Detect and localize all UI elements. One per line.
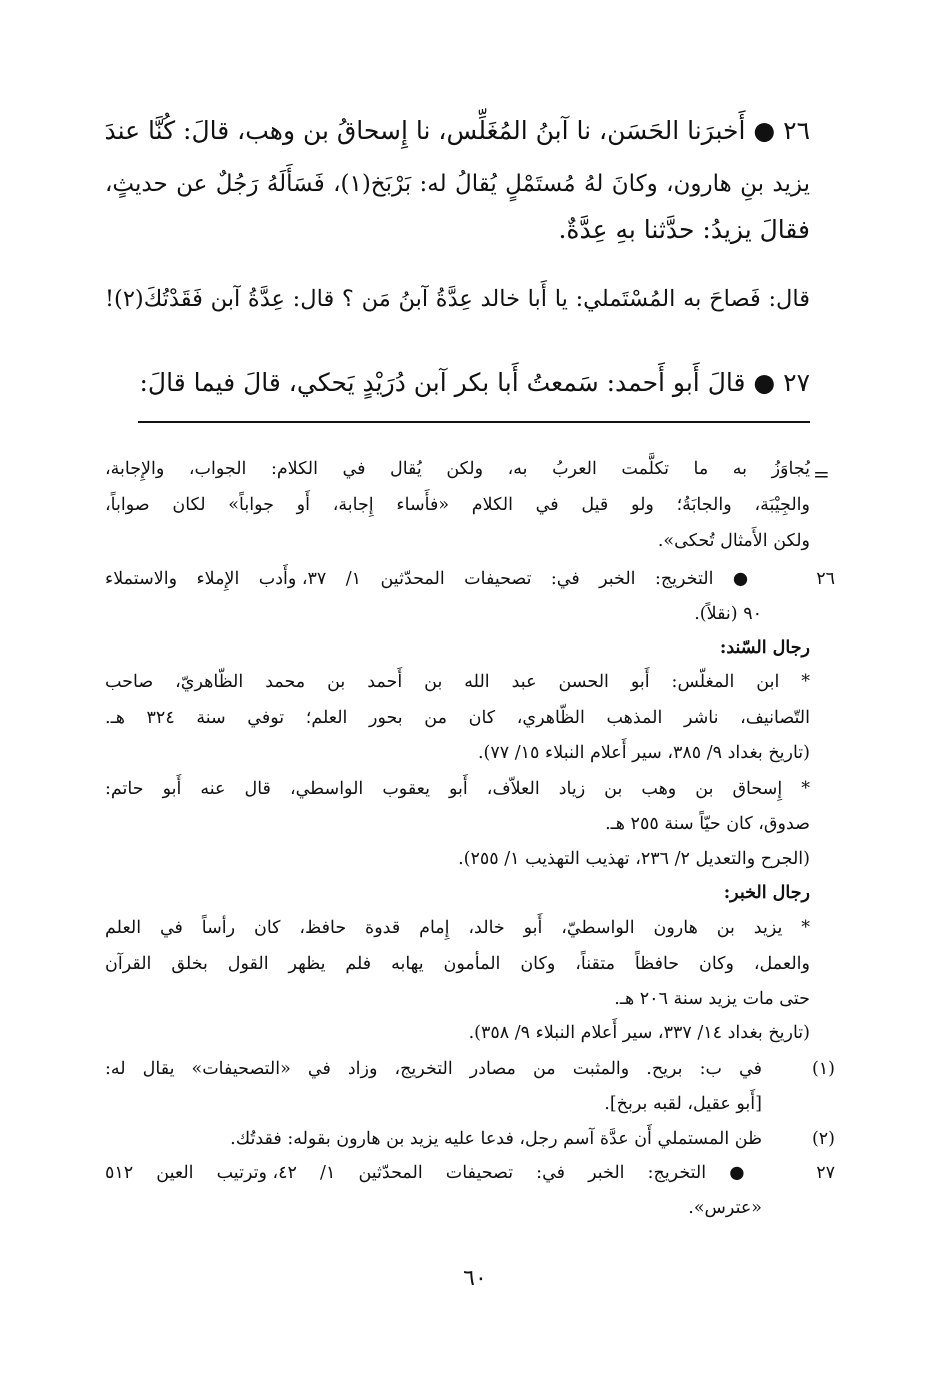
footnote-heading: رجال السّند: [719,638,810,658]
footnote-line: «عترس». [688,1198,762,1218]
footnote-line: التّصانيف، ناشر المذهب الظّاهري، كان من بحور العلم؛ توفي سنة ٣٢٤ هـ. [105,708,810,728]
footnote-line: * ابن المغلّس: أَبو الحسن عبد الله بن أَحمد بن محمد الظّاهريّ، صاحب [105,672,810,692]
footnote-number: ٢٦ [816,569,835,589]
main-text-line-1: ٢٦ ● أَخبرَنا الحَسَن، نا آبنُ المُغَلِّس، نا إِسحاقُ بن وهب، قالَ: كُنَّا عندَ [104,116,810,145]
footnote-line: ولكن الأَمثال تُحكى». [657,531,810,551]
footnote-number: (١) [811,1059,835,1079]
main-text-line-2: يزيد بنِ هارون، وكانَ لهُ مُستَمْلٍ يُقالُ له: بَرْبَخ(١)، فَسَأَلَهُ رَجُلٌ عن حديثٍ، [105,171,810,197]
footnote-line: يُجاوَزُ به ما تكلَّمت العربُ به، ولكن يُقال في الكلام: الجواب، والإِجابة، [105,459,810,479]
footnote-line: صدوق، كان حيّاً سنة ٢٥٥ هـ. [605,814,810,834]
footnote-line: والعمل، وكان حافظاً متقناً، وكان المأمون يهابه فلم يظهر القول بخلق القرآن [105,954,810,974]
footnote-number: (٢) [811,1129,835,1149]
footnote-line: والجِيْبَة، والجابَةُ؛ ولو قيل في الكلام «فأَساء إِجابة، أَو جواباً» لكان صواباً، [105,495,810,515]
main-text-line-4: قال: فَصاحَ به المُسْتَملي: يا أَبا خالد عِدَّةُ آبنُ مَن ؟ قال: عِدَّةُ آبن فَقَدْتُكَ(٢)! [105,286,811,312]
footnote-separator [138,421,810,423]
footnote-line: * إِسحاق بن وهب بن زياد العلاّف، أَبو يعقوب الواسطي، قال عنه أَبو حاتم: [105,779,810,799]
footnote-line: ٩٠ (نقلاً). [694,604,762,624]
page-number: ٦٠ [463,1266,487,1291]
footnote-line: (الجرح والتعديل ٢/ ٢٣٦، تهذيب التهذيب ١/ ٢٥٥). [458,849,810,869]
footnote-number: ٢٧ [816,1163,835,1183]
footnote-line: ● التخريج: الخبر في: تصحيفات المحدّثين ١/ ٤٢، وترتيب العين ٥١٢ [105,1163,762,1183]
footnote-line: ● التخريج: الخبر في: تصحيفات المحدّثين ١/ ٣٧، وأَدب الإِملاء والاستملاء [105,569,762,589]
footnote-line: في ب: بريح. والمثبت من مصادر التخريج، وزاد في «التصحيفات» يقال له: [105,1059,762,1079]
footnote-line: (تاريخ بغداد ٩/ ٣٨٥، سير أَعلام النبلاء ١٥/ ٧٧). [477,743,810,763]
main-text-line-3: فقالَ يزيدُ: حدَّثنا بهِ عِدَّةٌ. [558,215,810,244]
footnote-line: [أَبو عقيل، لقبه بربخ]. [604,1094,762,1114]
footnote-line: (تاريخ بغداد ١٤/ ٣٣٧، سير أَعلام النبلاء ٩/ ٣٥٨). [468,1023,810,1043]
footnote-line: * يزيد بن هارون الواسطيّ، أَبو خالد، إِمام قدوة حافظ، كان رأساً في العلم [105,918,810,938]
continuation-mark: = [813,462,830,486]
footnote-heading: رجال الخبر: [723,883,810,903]
footnote-line: ظن المستملي أَن عدَّة آسم رجل، فدعا عليه يزيد بن هارون بقوله: فقدتُك. [230,1129,762,1149]
footnote-line: حتى مات يزيد سنة ٢٠٦ هـ. [614,989,810,1009]
main-text-line-5: ٢٧ ● قالَ أَبو أَحمد: سَمعتُ أَبا بكر آبن دُرَيْدٍ يَحكي، قالَ فيما قالَ: [139,368,810,397]
